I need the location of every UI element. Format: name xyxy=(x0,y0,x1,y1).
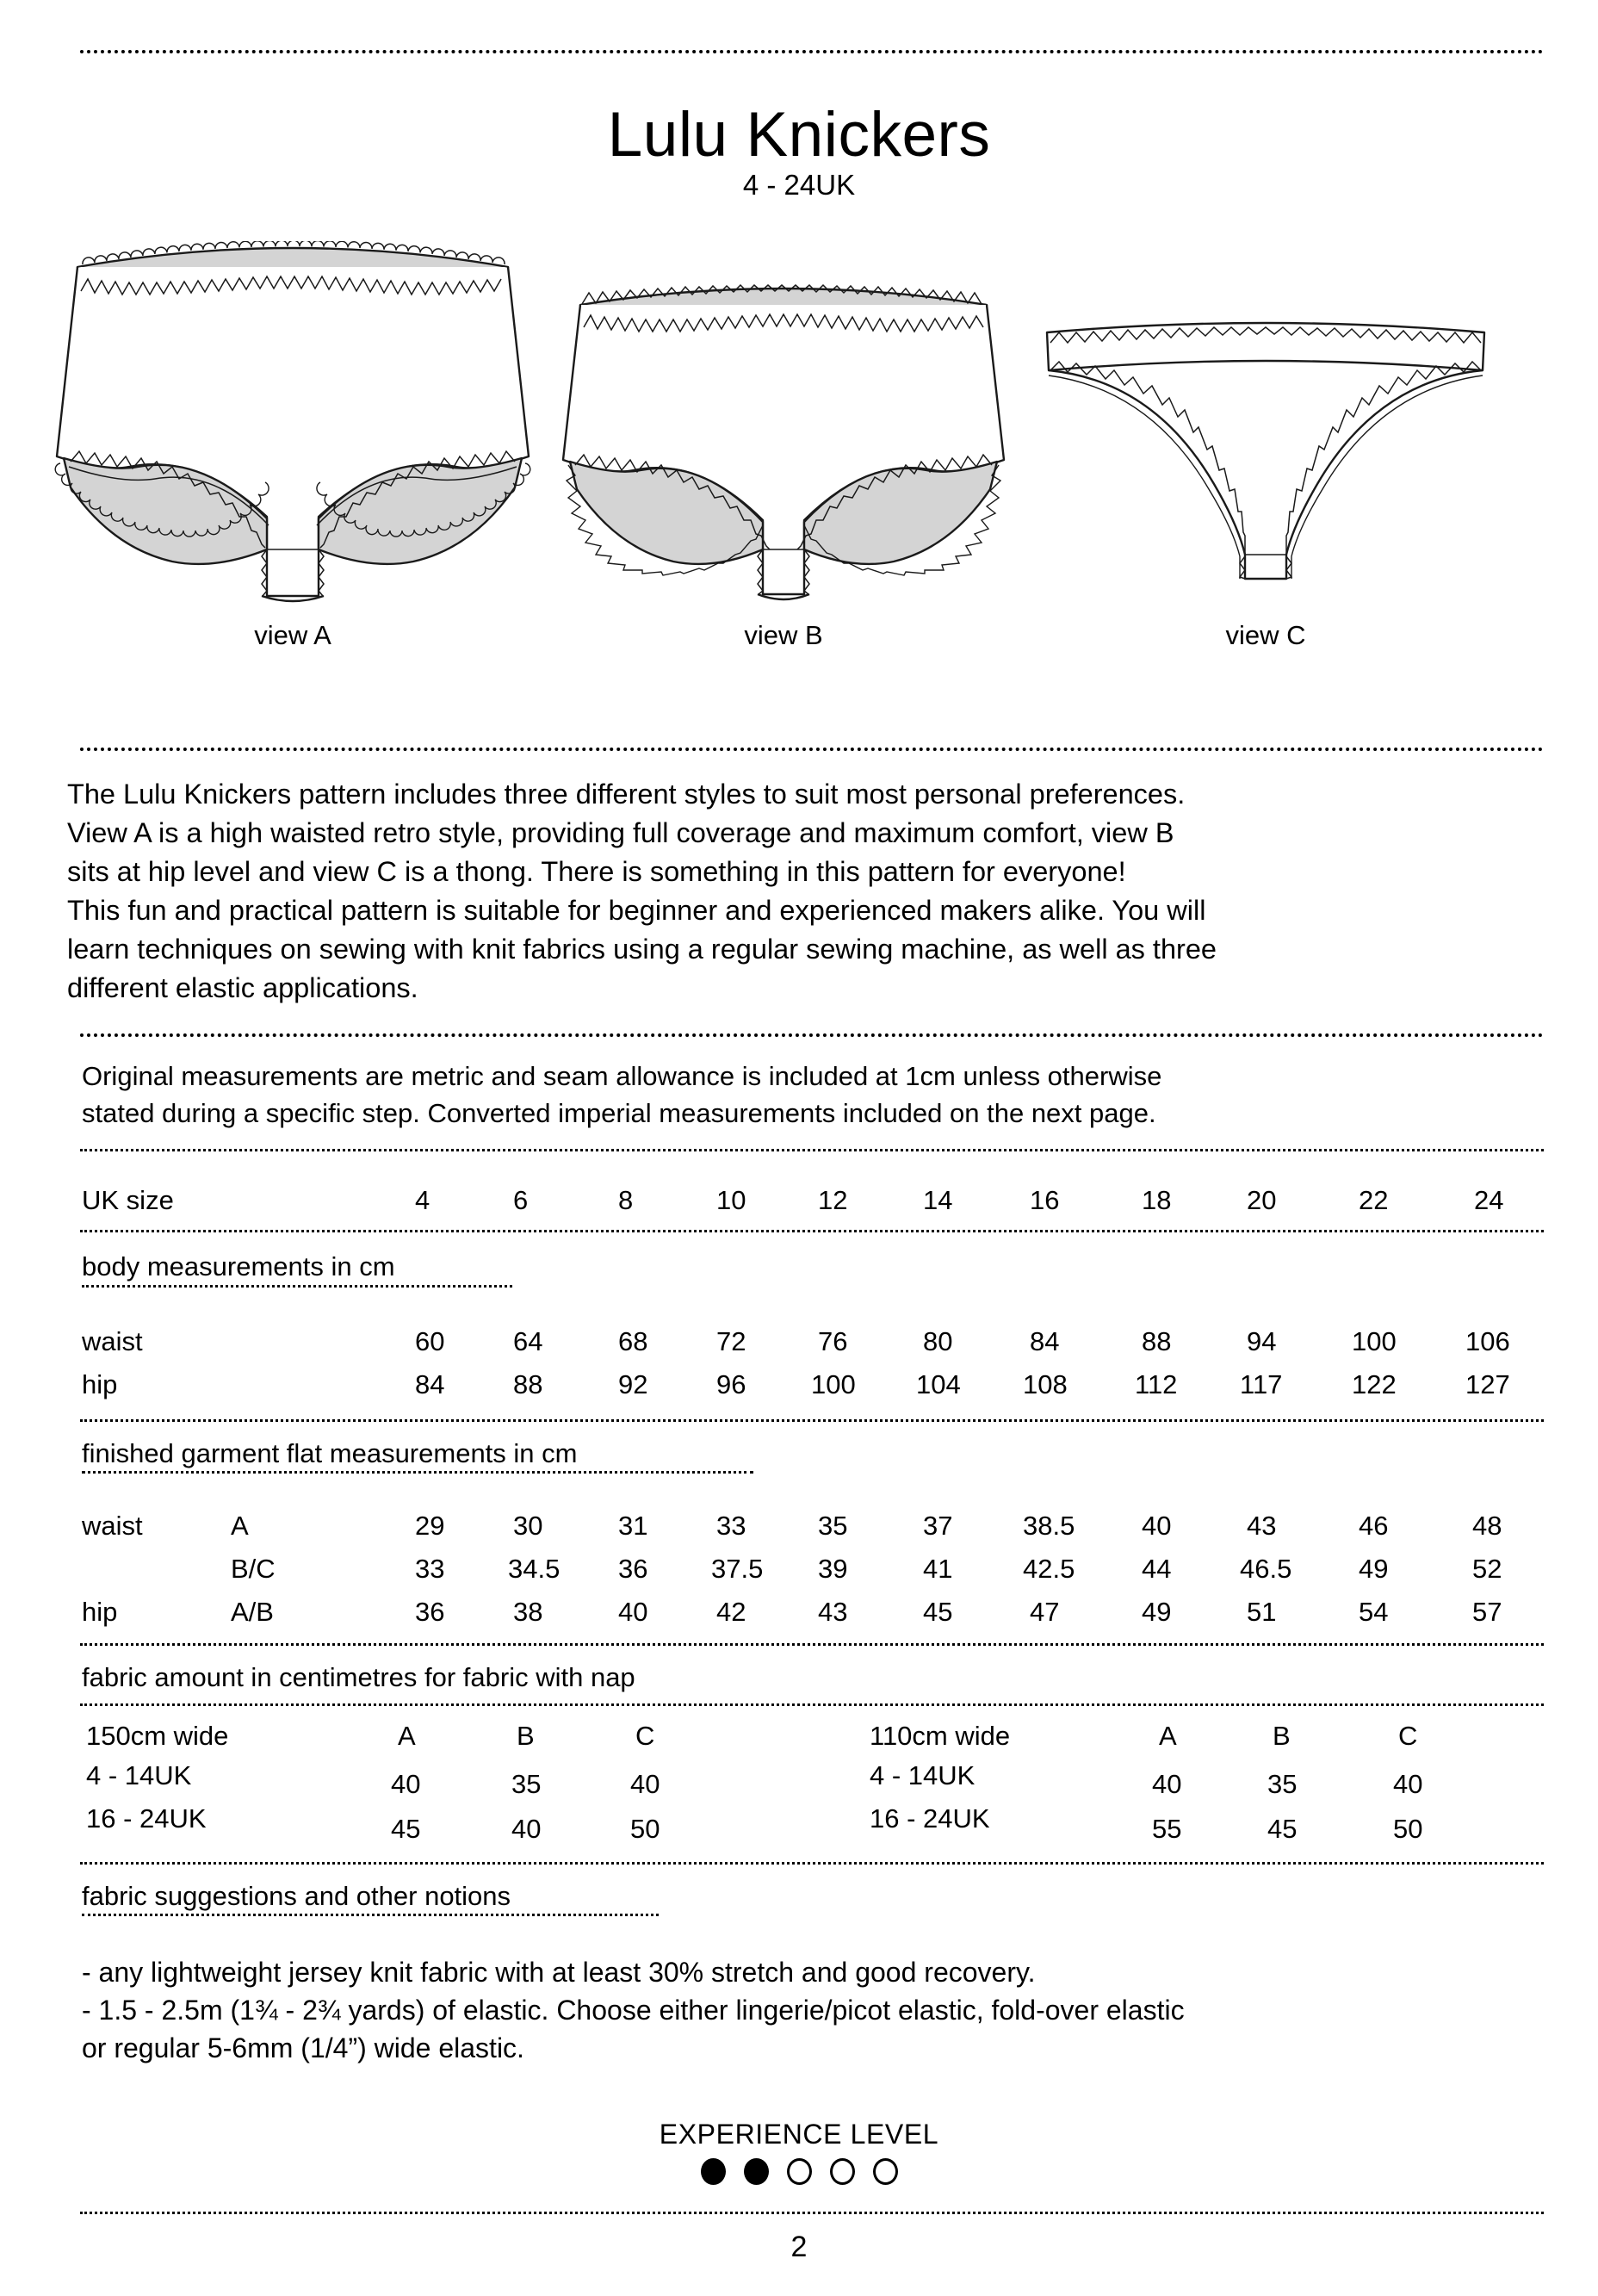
finished-waist-bc-cell: 33 xyxy=(415,1554,445,1584)
fabric-150-cell: 40 xyxy=(630,1769,660,1799)
finished-waist-bc-view: B/C xyxy=(231,1554,276,1584)
measurement-note xyxy=(82,1058,1545,1132)
description-divider xyxy=(80,748,1544,751)
fabric-110-cell: 40 xyxy=(1393,1769,1423,1799)
view-c-illustration xyxy=(1033,320,1498,600)
body-hip-cell: 100 xyxy=(811,1369,856,1399)
finished-hip-cell: 36 xyxy=(415,1597,445,1627)
finished-waist-bc-cell: 52 xyxy=(1472,1554,1502,1584)
knicker-view-a-drawing xyxy=(52,241,534,603)
uk-size-label: UK size xyxy=(82,1185,174,1215)
size-row-top-divider xyxy=(80,1149,1544,1151)
finished-waist-bc-cell: 36 xyxy=(618,1554,648,1584)
fabric-150-cell: 40 xyxy=(511,1814,542,1844)
finished-waist-a-cell: 35 xyxy=(818,1511,848,1541)
body-waist-cell: 84 xyxy=(1030,1326,1060,1356)
body-hip-cell: 84 xyxy=(415,1369,445,1399)
page-number: 2 xyxy=(790,2231,808,2263)
experience-dot-filled xyxy=(744,2158,769,2185)
body-waist-cell: 64 xyxy=(513,1326,543,1356)
fabric-amount-heading: fabric amount in centimetres for fabric with nap xyxy=(82,1662,635,1692)
size-row-bottom-divider xyxy=(80,1230,1544,1232)
finished-hip-cell: 43 xyxy=(818,1597,848,1627)
notions-line: - 1.5 - 2.5m (1¾ - 2¾ yards) of elastic. Choose either lingerie/picot elastic, fold-over elastic xyxy=(82,1995,1185,2026)
body-waist-cell: 88 xyxy=(1142,1326,1172,1356)
finished-waist-a-cell: 40 xyxy=(1142,1511,1172,1541)
fabric-150-row-label: 4 - 14UK xyxy=(86,1760,192,1790)
body-hip-label: hip xyxy=(82,1369,118,1399)
body-hip-cell: 104 xyxy=(916,1369,961,1399)
fabric-150-col-b: B xyxy=(517,1721,535,1751)
fabric-110-row-label: 4 - 14UK xyxy=(870,1760,976,1790)
view-b-illustration xyxy=(560,282,1007,607)
thong-view-c-drawing xyxy=(1033,320,1498,596)
fabric-150-cell: 45 xyxy=(391,1814,421,1844)
finished-waist-bc-cell: 42.5 xyxy=(1023,1554,1075,1584)
fabric-150-cell: 50 xyxy=(630,1814,660,1844)
fabric-width-150: 150cm wide xyxy=(86,1721,229,1751)
finished-waist-a-cell: 30 xyxy=(513,1511,543,1541)
size-header-cell: 14 xyxy=(923,1185,953,1215)
fabric-110-cell: 45 xyxy=(1267,1814,1298,1844)
page-title: Lulu Knickers xyxy=(607,100,991,170)
finished-waist-a-cell: 48 xyxy=(1472,1511,1502,1541)
finished-hip-cell: 45 xyxy=(923,1597,953,1627)
finished-measurements-bottom-divider xyxy=(80,1643,1544,1646)
size-range-subtitle: 4 - 24UK xyxy=(742,169,856,201)
body-hip-cell: 88 xyxy=(513,1369,543,1399)
fabric-150-row-label: 16 - 24UK xyxy=(86,1803,207,1834)
body-measurements-heading: body measurements in cm xyxy=(82,1251,395,1281)
finished-hip-view: A/B xyxy=(231,1597,274,1627)
finished-waist-a-cell: 31 xyxy=(618,1511,648,1541)
fabric-110-cell: 55 xyxy=(1152,1814,1182,1844)
fabric-150-cell: 40 xyxy=(391,1769,421,1799)
top-divider xyxy=(80,50,1544,53)
size-header-cell: 4 xyxy=(415,1185,430,1215)
fabric-suggestions-heading: fabric suggestions and other notions xyxy=(82,1881,511,1911)
finished-measurements-underline xyxy=(82,1471,753,1474)
body-hip-cell: 122 xyxy=(1352,1369,1397,1399)
view-b-label: view B xyxy=(744,620,823,650)
finished-hip-label: hip xyxy=(82,1597,118,1627)
body-waist-cell: 68 xyxy=(618,1326,648,1356)
size-header-cell: 12 xyxy=(818,1185,848,1215)
body-hip-cell: 92 xyxy=(618,1369,648,1399)
finished-waist-bc-cell: 34.5 xyxy=(508,1554,561,1584)
size-header-cell: 24 xyxy=(1474,1185,1504,1215)
finished-waist-bc-cell: 49 xyxy=(1359,1554,1389,1584)
notions-list xyxy=(82,1953,1554,2067)
finished-waist-a-cell: 43 xyxy=(1247,1511,1277,1541)
fabric-150-col-a: A xyxy=(398,1721,416,1751)
finished-waist-bc-cell: 39 xyxy=(818,1554,848,1584)
experience-level-title: EXPERIENCE LEVEL xyxy=(659,2119,939,2150)
fabric-width-110: 110cm wide xyxy=(870,1721,1011,1751)
body-waist-cell: 80 xyxy=(923,1326,953,1356)
fabric-110-row-label: 16 - 24UK xyxy=(870,1803,990,1834)
finished-hip-cell: 38 xyxy=(513,1597,543,1627)
garment-illustrations xyxy=(52,241,1550,706)
footer-divider xyxy=(80,2212,1544,2214)
size-header-cell: 20 xyxy=(1247,1185,1277,1215)
view-a-illustration xyxy=(52,241,534,607)
body-hip-cell: 112 xyxy=(1135,1369,1178,1399)
fabric-150-col-c: C xyxy=(635,1721,655,1751)
finished-waist-a-cell: 33 xyxy=(716,1511,746,1541)
description-line: The Lulu Knickers pattern includes three different styles to suit most personal preferences. xyxy=(67,779,1186,810)
finished-measurements-heading: finished garment flat measurements in cm xyxy=(82,1438,578,1468)
fabric-110-col-a: A xyxy=(1159,1721,1177,1751)
body-hip-cell: 127 xyxy=(1465,1369,1510,1399)
knicker-view-b-drawing xyxy=(560,282,1007,603)
fabric-suggestions-underline xyxy=(82,1914,659,1916)
measurement-note-line: Original measurements are metric and seam allowance is included at 1cm unless otherwise xyxy=(82,1061,1162,1091)
experience-level-dots xyxy=(0,2158,1598,2185)
finished-waist-bc-cell: 37.5 xyxy=(711,1554,764,1584)
size-header-cell: 6 xyxy=(513,1185,529,1215)
description-line: This fun and practical pattern is suitable for beginner and experienced makers alike. You will xyxy=(67,895,1206,926)
note-top-divider xyxy=(80,1033,1544,1037)
experience-dot-filled xyxy=(701,2158,726,2185)
size-header-cell: 16 xyxy=(1030,1185,1060,1215)
finished-hip-cell: 47 xyxy=(1030,1597,1060,1627)
body-waist-cell: 106 xyxy=(1465,1326,1510,1356)
finished-waist-a-cell: 38.5 xyxy=(1023,1511,1075,1541)
body-hip-cell: 96 xyxy=(716,1369,746,1399)
description-line: View A is a high waisted retro style, providing full coverage and maximum comfort, view B xyxy=(67,817,1174,848)
finished-waist-label: waist xyxy=(82,1511,143,1541)
fabric-110-cell: 40 xyxy=(1152,1769,1182,1799)
measurement-note-line: stated during a specific step. Converted imperial measurements included on the next page. xyxy=(82,1098,1156,1128)
size-header-cell: 10 xyxy=(716,1185,746,1215)
size-header-cell: 22 xyxy=(1359,1185,1389,1215)
finished-hip-cell: 51 xyxy=(1247,1597,1277,1627)
experience-dot-empty xyxy=(830,2158,855,2185)
body-hip-cell: 117 xyxy=(1240,1369,1283,1399)
notions-line: - any lightweight jersey knit fabric with at least 30% stretch and good recovery. xyxy=(82,1957,1036,1988)
finished-waist-a-cell: 29 xyxy=(415,1511,445,1541)
body-waist-cell: 100 xyxy=(1352,1326,1397,1356)
size-header-cell: 8 xyxy=(618,1185,634,1215)
finished-hip-cell: 40 xyxy=(618,1597,648,1627)
fabric-110-col-c: C xyxy=(1398,1721,1418,1751)
body-waist-label: waist xyxy=(82,1326,143,1356)
body-waist-cell: 94 xyxy=(1247,1326,1277,1356)
finished-hip-cell: 42 xyxy=(716,1597,746,1627)
finished-waist-a-cell: 37 xyxy=(923,1511,953,1541)
notions-line: or regular 5-6mm (1/4”) wide elastic. xyxy=(82,2032,524,2063)
body-waist-cell: 60 xyxy=(415,1326,445,1356)
finished-hip-cell: 54 xyxy=(1359,1597,1389,1627)
finished-hip-cell: 57 xyxy=(1472,1597,1502,1627)
description-line: learn techniques on sewing with knit fabrics using a regular sewing machine, as well as three xyxy=(67,934,1217,965)
finished-waist-bc-cell: 41 xyxy=(923,1554,953,1584)
finished-waist-bc-cell: 46.5 xyxy=(1240,1554,1292,1584)
fabric-110-cell: 35 xyxy=(1267,1769,1298,1799)
finished-waist-view: A xyxy=(231,1511,249,1541)
body-hip-cell: 108 xyxy=(1023,1369,1068,1399)
finished-waist-bc-cell: 44 xyxy=(1142,1554,1172,1584)
body-waist-cell: 76 xyxy=(818,1326,848,1356)
fabric-110-col-b: B xyxy=(1273,1721,1291,1751)
fabric-amount-divider xyxy=(80,1703,1544,1706)
view-c-label: view C xyxy=(1225,620,1306,650)
pattern-description xyxy=(67,775,1548,1008)
experience-dot-empty xyxy=(787,2158,812,2185)
finished-waist-a-cell: 46 xyxy=(1359,1511,1389,1541)
fabric-110-cell: 50 xyxy=(1393,1814,1423,1844)
body-measurements-bottom-divider xyxy=(80,1419,1544,1422)
fabric-amount-bottom-divider xyxy=(80,1862,1544,1865)
body-waist-cell: 72 xyxy=(716,1326,746,1356)
experience-dot-empty xyxy=(873,2158,898,2185)
description-line: different elastic applications. xyxy=(67,972,418,1003)
finished-hip-cell: 49 xyxy=(1142,1597,1172,1627)
view-a-label: view A xyxy=(254,620,331,650)
body-measurements-underline xyxy=(82,1285,512,1288)
fabric-150-cell: 35 xyxy=(511,1769,542,1799)
size-header-cell: 18 xyxy=(1142,1185,1172,1215)
description-line: sits at hip level and view C is a thong. There is something in this pattern for everyone! xyxy=(67,856,1126,887)
